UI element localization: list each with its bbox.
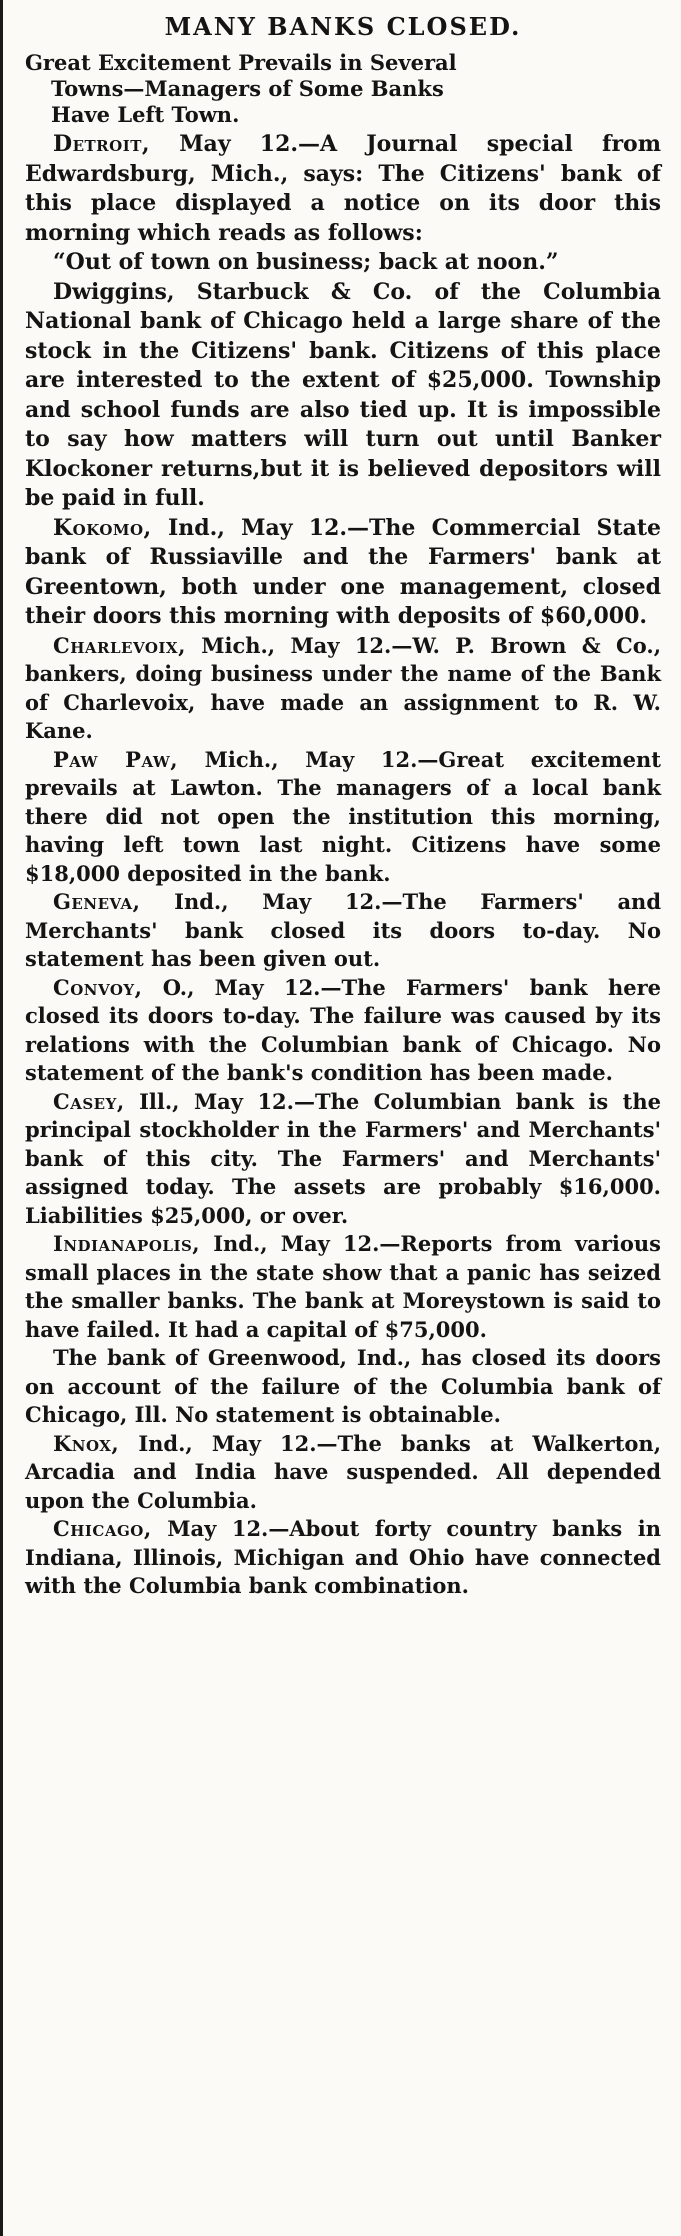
paragraph-knox: [25, 1430, 661, 1516]
paragraph-notice-quote: [25, 248, 661, 278]
subhead-line-1: Great Excitement Prevails in Several: [25, 50, 457, 75]
paragraph-geneva: [25, 888, 661, 974]
paragraph-indianapolis: [25, 1230, 661, 1344]
paragraph-paw-paw: [25, 746, 661, 889]
dateline: Paw Paw,: [53, 746, 179, 772]
paragraph-detroit: [25, 130, 661, 248]
paragraph-text: Ind., May 12.—The Farmers' and Merchants' bank closed its doors to-day. No statement has been given out.: [25, 889, 661, 971]
dateline: Convoy,: [53, 974, 143, 1000]
subhead-line-3: Have Left Town.: [51, 102, 240, 127]
paragraph-text: Mich., May 12.—Great excitement prevails at Lawton. The managers of a local bank there did not open the institution this morning, having left town last night. Citizens have some $18,000 deposited in the bank.: [25, 746, 661, 886]
paragraph-dwiggins: [25, 278, 661, 514]
paragraph-text: O., May 12.—The Farmers' bank here closed its doors to-day. The failure was caused by its relations with the Columbian bank of Chicago. No statement of the bank's condition has been made.: [25, 974, 661, 1085]
paragraph-text: Mich., May 12.—W. P. Brown & Co., bankers, doing business under the name of the Bank of Charlevoix, have made an assignment to R. W. Kane.: [25, 632, 661, 743]
paragraph-text: Ind., May 12.—The banks at Walkerton, Arcadia and India have suspended. All depended upon the Columbia.: [25, 1430, 661, 1513]
paragraph-text: May 12.—A Journal special from Edwardsburg, Mich., says: The Citizens' bank of this place displayed a notice on its door this morning which reads as follows:: [25, 131, 661, 246]
dateline: Kokomo,: [53, 514, 152, 541]
subhead-line-2: Towns—Managers of Some Banks: [51, 76, 444, 101]
paragraph-text: Ill., May 12.—The Columbian bank is the principal stockholder in the Farmers' and Merchants' bank of this city. The Farmers' and Merchants' assigned today. The assets are probably $16,000. Liabilities $25,000, or over.: [25, 1088, 661, 1228]
paragraph-text: “Out of town on business; back at noon.”: [53, 249, 559, 275]
dateline: Chicago,: [53, 1516, 152, 1541]
paragraph-convoy: [25, 974, 661, 1088]
paragraph-greenwood: [25, 1344, 661, 1430]
paragraph-text: The bank of Greenwood, Ind., has closed its doors on account of the failure of the Columbia bank of Chicago, Ill. No statement is obtainable.: [25, 1345, 661, 1427]
paragraph-charlevoix: [25, 632, 661, 746]
dateline: Knox,: [53, 1430, 120, 1456]
paragraph-text: Dwiggins, Starbuck & Co. of the Columbia National bank of Chicago held a large share of the stock in the Citizens' bank. Citizens of this place are interested to the extent of $25,000. Township and school funds are also tied up. It is impossible to say how matters will turn out until Banker Klockoner returns,but it is believed depositors will be paid in full.: [25, 278, 661, 511]
paragraph-text: Ind., May 12.—Reports from various small places in the state show that a panic has seized the smaller banks. The bank at Moreystown is said to have failed. It had a capital of $75,000.: [25, 1231, 661, 1342]
dateline: Indianapolis,: [53, 1231, 201, 1256]
dateline: Casey,: [53, 1088, 125, 1114]
headline: MANY BANKS CLOSED.: [164, 12, 522, 41]
subheadline: [25, 50, 661, 128]
paragraph-text: May 12.—About forty country banks in Indiana, Illinois, Michigan and Ohio have connected with the Columbia bank combination.: [25, 1516, 661, 1598]
paragraph-kokomo: [25, 514, 661, 632]
dateline: Charlevoix,: [53, 632, 186, 658]
dateline: Geneva,: [53, 889, 141, 914]
paragraph-text: Ind., May 12.—The Commercial State bank of Russiaville and the Farmers' bank at Greentown, both under one management, closed their doors this morning with deposits of $60,000.: [25, 514, 661, 629]
paragraph-casey: [25, 1088, 661, 1231]
dateline: Detroit,: [53, 131, 151, 157]
paragraph-chicago: [25, 1515, 661, 1601]
